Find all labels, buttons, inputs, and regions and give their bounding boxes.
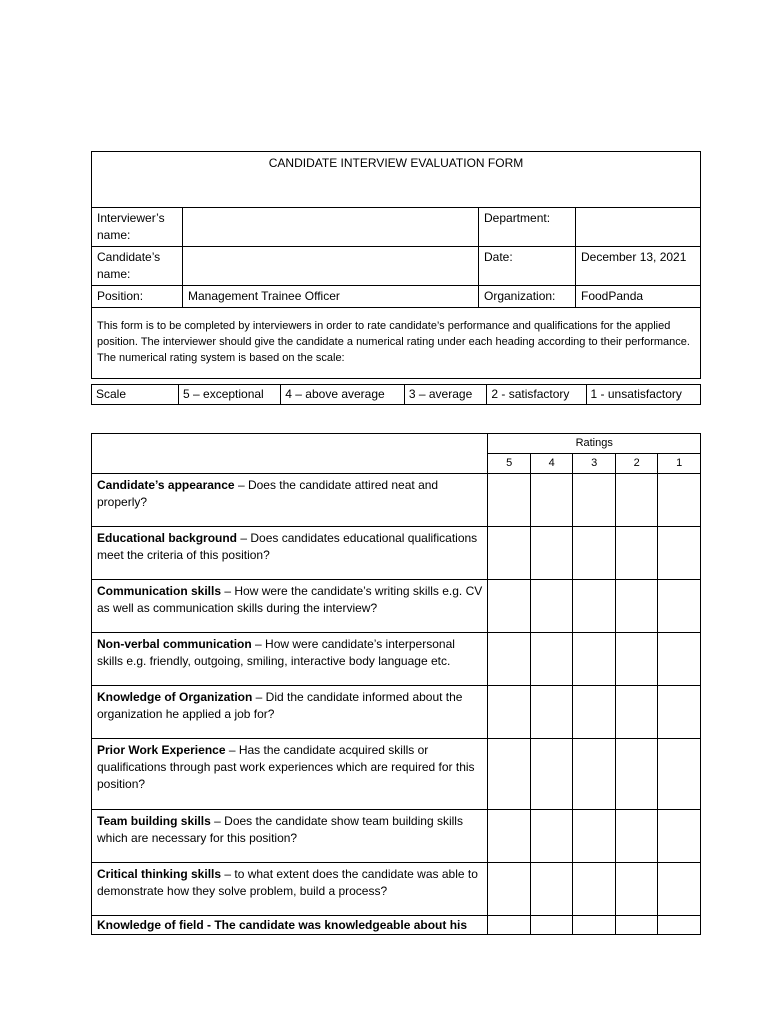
criterion-desc: – Does the candidate show team building skills which are necessary for this position? [97, 814, 463, 845]
rating-cell-1[interactable] [658, 527, 701, 580]
rating-cell-3[interactable] [573, 633, 616, 686]
criterion-name: Candidate’s appearance [97, 478, 235, 492]
criterion-desc: - The candidate was knowledgeable about his [203, 918, 468, 932]
ratings-table [91, 433, 701, 935]
rating-cell-4[interactable] [530, 863, 573, 916]
rating-cell-5[interactable] [488, 810, 531, 863]
criterion-name: Non-verbal communication [97, 637, 252, 651]
criterion-row [92, 633, 701, 686]
rating-cell-1[interactable] [658, 580, 701, 633]
department-label: Department: [479, 208, 576, 247]
criterion-name: Prior Work Experience [97, 743, 226, 757]
rating-col-3: 3 [573, 454, 616, 474]
criterion-row [92, 739, 701, 810]
criterion-name: Educational background [97, 531, 238, 545]
scale-1: 1 - unsatisfactory [586, 385, 700, 405]
evaluation-form-table [91, 151, 701, 379]
rating-cell-5[interactable] [488, 863, 531, 916]
criterion-desc: – Does candidates educational qualifications meet the criteria of this position? [97, 531, 478, 562]
rating-cell-1[interactable] [658, 686, 701, 739]
organization-label: Organization: [479, 286, 576, 308]
rating-cell-5[interactable] [488, 527, 531, 580]
criterion-desc: – How were candidate’s interpersonal skills e.g. friendly, outgoing, smiling, interactive body language etc. [97, 637, 455, 668]
rating-cell-4[interactable] [530, 580, 573, 633]
candidate-name-field[interactable] [183, 247, 479, 286]
rating-cell-4[interactable] [530, 916, 573, 935]
rating-cell-4[interactable] [530, 739, 573, 810]
criterion-name: Knowledge of field [97, 918, 204, 932]
rating-cell-5[interactable] [488, 580, 531, 633]
rating-cell-5[interactable] [488, 916, 531, 935]
rating-cell-4[interactable] [530, 474, 573, 527]
organization-field[interactable]: FoodPanda [576, 286, 701, 308]
rating-cell-3[interactable] [573, 739, 616, 810]
scale-3: 3 – average [404, 385, 487, 405]
rating-cell-2[interactable] [615, 580, 658, 633]
rating-cell-2[interactable] [615, 916, 658, 935]
rating-cell-4[interactable] [530, 633, 573, 686]
rating-cell-2[interactable] [615, 633, 658, 686]
interviewer-name-label: Interviewer’s name: [92, 208, 183, 247]
rating-col-4: 4 [530, 454, 573, 474]
interviewer-name-field[interactable] [183, 208, 479, 247]
criterion-name: Team building skills [97, 814, 211, 828]
rating-cell-1[interactable] [658, 739, 701, 810]
rating-cell-2[interactable] [615, 739, 658, 810]
criterion-desc: – Did the candidate informed about the organization he applied a job for? [97, 690, 463, 721]
criterion-name: Critical thinking skills [97, 867, 222, 881]
criterion-row [92, 916, 701, 935]
scale-5: 5 – exceptional [179, 385, 281, 405]
rating-cell-5[interactable] [488, 739, 531, 810]
rating-cell-3[interactable] [573, 863, 616, 916]
scale-label: Scale [92, 385, 179, 405]
form-title: CANDIDATE INTERVIEW EVALUATION FORM [92, 152, 701, 208]
rating-cell-4[interactable] [530, 686, 573, 739]
rating-cell-1[interactable] [658, 916, 701, 935]
rating-cell-5[interactable] [488, 686, 531, 739]
scale-2: 2 - satisfactory [487, 385, 586, 405]
scale-4: 4 – above average [281, 385, 405, 405]
rating-cell-2[interactable] [615, 527, 658, 580]
criterion-row [92, 810, 701, 863]
criterion-name: Knowledge of Organization [97, 690, 253, 704]
instructions-text: This form is to be completed by interviewers in order to rate candidate’s performance and qualifications for the applied position. The interviewer should give the candidate a numerical rating under each heading according to their performance. The numerical rating system is based on the scale: [92, 308, 701, 379]
rating-cell-4[interactable] [530, 810, 573, 863]
criterion-row [92, 527, 701, 580]
criterion-row [92, 686, 701, 739]
rating-cell-1[interactable] [658, 474, 701, 527]
criterion-row [92, 474, 701, 527]
criterion-desc: – How were the candidate’s writing skills e.g. CV as well as communication skills during the interview? [97, 584, 483, 615]
rating-cell-5[interactable] [488, 474, 531, 527]
date-label: Date: [479, 247, 576, 286]
rating-col-5: 5 [488, 454, 531, 474]
rating-cell-2[interactable] [615, 810, 658, 863]
criterion-desc: – Has the candidate acquired skills or qualifications through past work experiences which are required for this position? [97, 743, 475, 791]
rating-col-2: 2 [615, 454, 658, 474]
date-field[interactable]: December 13, 2021 [576, 247, 701, 286]
rating-cell-3[interactable] [573, 686, 616, 739]
criterion-desc: – to what extent does the candidate was able to demonstrate how they solve problem, build a process? [97, 867, 478, 898]
criterion-name: Communication skills [97, 584, 222, 598]
rating-cell-2[interactable] [615, 863, 658, 916]
criterion-row [92, 580, 701, 633]
rating-cell-2[interactable] [615, 474, 658, 527]
rating-cell-3[interactable] [573, 916, 616, 935]
rating-cell-5[interactable] [488, 633, 531, 686]
rating-cell-3[interactable] [573, 580, 616, 633]
candidate-name-label: Candidate’s name: [92, 247, 183, 286]
rating-cell-2[interactable] [615, 686, 658, 739]
position-field[interactable]: Management Trainee Officer [183, 286, 479, 308]
rating-cell-1[interactable] [658, 633, 701, 686]
ratings-blank-header [92, 434, 488, 474]
position-label: Position: [92, 286, 183, 308]
rating-col-1: 1 [658, 454, 701, 474]
department-field[interactable] [576, 208, 701, 247]
criterion-desc: – Does the candidate attired neat and properly? [97, 478, 439, 509]
rating-cell-4[interactable] [530, 527, 573, 580]
rating-cell-1[interactable] [658, 810, 701, 863]
ratings-header: Ratings [488, 434, 701, 454]
rating-cell-3[interactable] [573, 527, 616, 580]
scale-table [91, 384, 701, 405]
criterion-row [92, 863, 701, 916]
rating-cell-3[interactable] [573, 474, 616, 527]
rating-cell-3[interactable] [573, 810, 616, 863]
rating-cell-1[interactable] [658, 863, 701, 916]
